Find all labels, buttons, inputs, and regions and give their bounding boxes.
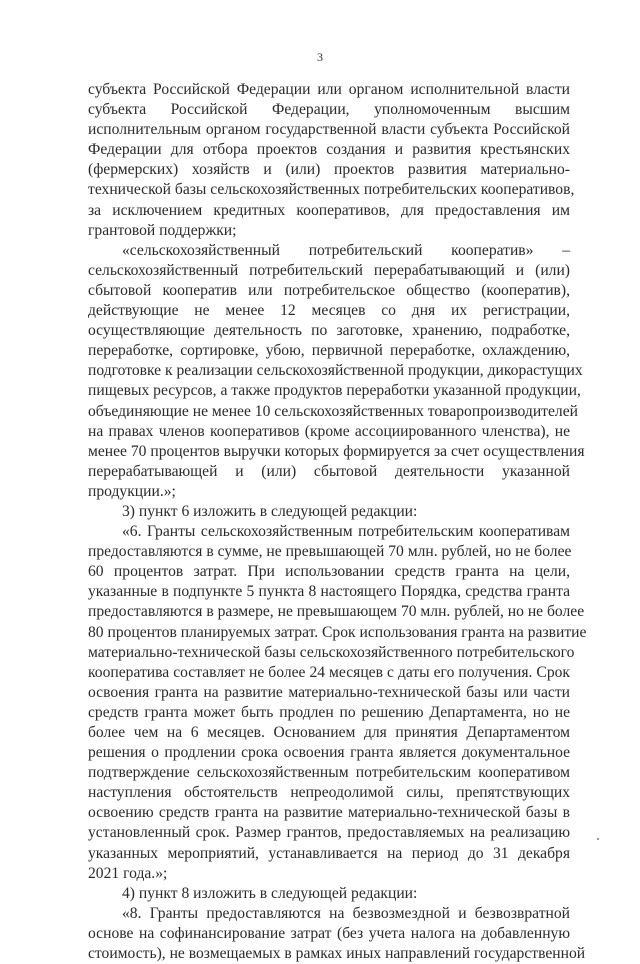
text-line: менее 70 процентов выручки которых формируется за счет осуществления (88, 442, 585, 460)
text-line: установленный срок. Размер грантов, предоставляемых на реализацию (88, 824, 570, 842)
text-line: перерабатывающей и (или) сбытовой деятельности указанной (88, 462, 570, 480)
text-line: наступления обстоятельств непреодолимой силы, препятствующих (88, 784, 570, 802)
text-line: исполнительным органом государственной власти субъекта Российской (88, 121, 570, 139)
text-line: подготовке к реализации сельскохозяйственной продукции, дикорастущих (88, 362, 583, 380)
text-line: кооператива составляет не более 24 месяцев с даты его получения. Срок (88, 663, 570, 681)
text-line: более чем на 6 месяцев. Основанием для принятия Департаментом (88, 724, 570, 741)
text-line: указанные в подпункте 5 пункта 8 настоящего Порядка, средства гранта (88, 583, 570, 601)
text-line: грантовой поддержки; (88, 221, 237, 239)
text-line: (фермерских) хозяйств и (или) проектов развития материально- (88, 161, 570, 179)
text-line: Федерации для отбора проектов создания и развития крестьянских (88, 141, 570, 159)
text-line: осуществляющие деятельность по заготовке, хранению, подработке, (88, 322, 570, 340)
text-line: стоимость), не возмещаемых в рамках иных направлений государственной (88, 945, 586, 963)
text-line: технической базы сельскохозяйственных потребительских кооперативов, (88, 181, 575, 199)
text-line: 4) пункт 8 изложить в следующей редакции: (122, 884, 418, 902)
text-line: сельскохозяйственный потребительский перерабатывающий и (или) (88, 261, 570, 279)
text-line: субъекта Российской Федерации, уполномоченным высшим (88, 101, 570, 119)
text-line: 60 процентов затрат. При использовании средств гранта на цели, (88, 563, 570, 581)
text-line: указанных мероприятий, устанавливается на период до 31 декабря (88, 844, 570, 862)
text-line: основе на софинансирование затрат (без учета налога на добавленную (88, 924, 570, 942)
text-line: средств гранта может быть продлен по решению Департамента, но не (88, 703, 570, 721)
text-line: «6. Гранты сельскохозяйственным потребительским кооперативам (122, 523, 570, 541)
text-line: переработке, сортировке, убою, первичной переработке, охлаждению, (88, 342, 570, 360)
text-line: подтверждение сельскохозяйственным потребительским кооперативом (88, 764, 570, 782)
text-line: освоению средств гранта на развитие материально-технической базы в (88, 804, 570, 822)
text-line: материально-технической базы сельскохозяйственного потребительского (88, 643, 575, 661)
text-line: сбытовой кооператив или потребительское общество (кооператив), (88, 281, 570, 299)
text-line: предоставляются в сумме, не превышающей 70 млн. рублей, но не более (88, 543, 572, 561)
text-line: действующие не менее 12 месяцев со дня их регистрации, (88, 302, 570, 320)
text-line: пищевых ресурсов, а также продуктов переработки указанной продукции, (88, 382, 581, 400)
page-number: 3 (317, 50, 323, 64)
text-line: «8. Гранты предоставляются на безвозмездной и безвозвратной (122, 904, 570, 922)
text-line: 80 процентов планируемых затрат. Срок использования гранта на развитие (88, 623, 587, 641)
text-line: за исключением кредитных кооперативов, для предоставления им (88, 201, 570, 219)
text-line: продукции.»; (88, 482, 176, 500)
document-body (88, 80, 587, 964)
scan-artifact (597, 838, 599, 840)
text-line: на правах членов кооперативов (кроме ассоциированного членства), не (88, 422, 570, 440)
text-line: объединяющие не менее 10 сельскохозяйственных товаропроизводителей (88, 402, 578, 420)
text-line: 3) пункт 6 изложить в следующей редакции: (122, 502, 418, 520)
text-line: предоставляются в размере, не превышающем 70 млн. рублей, но не более (88, 603, 585, 621)
text-line: «сельскохозяйственный потребительский кооператив» – (122, 241, 570, 259)
text-line: решения о продлении срока освоения гранта является документальное (88, 744, 570, 762)
text-line: субъекта Российской Федерации или органом исполнительной власти (88, 81, 570, 98)
text-line: освоения гранта на развитие материально-технической базы или части (88, 683, 570, 701)
text-line: 2021 года.»; (88, 864, 168, 882)
